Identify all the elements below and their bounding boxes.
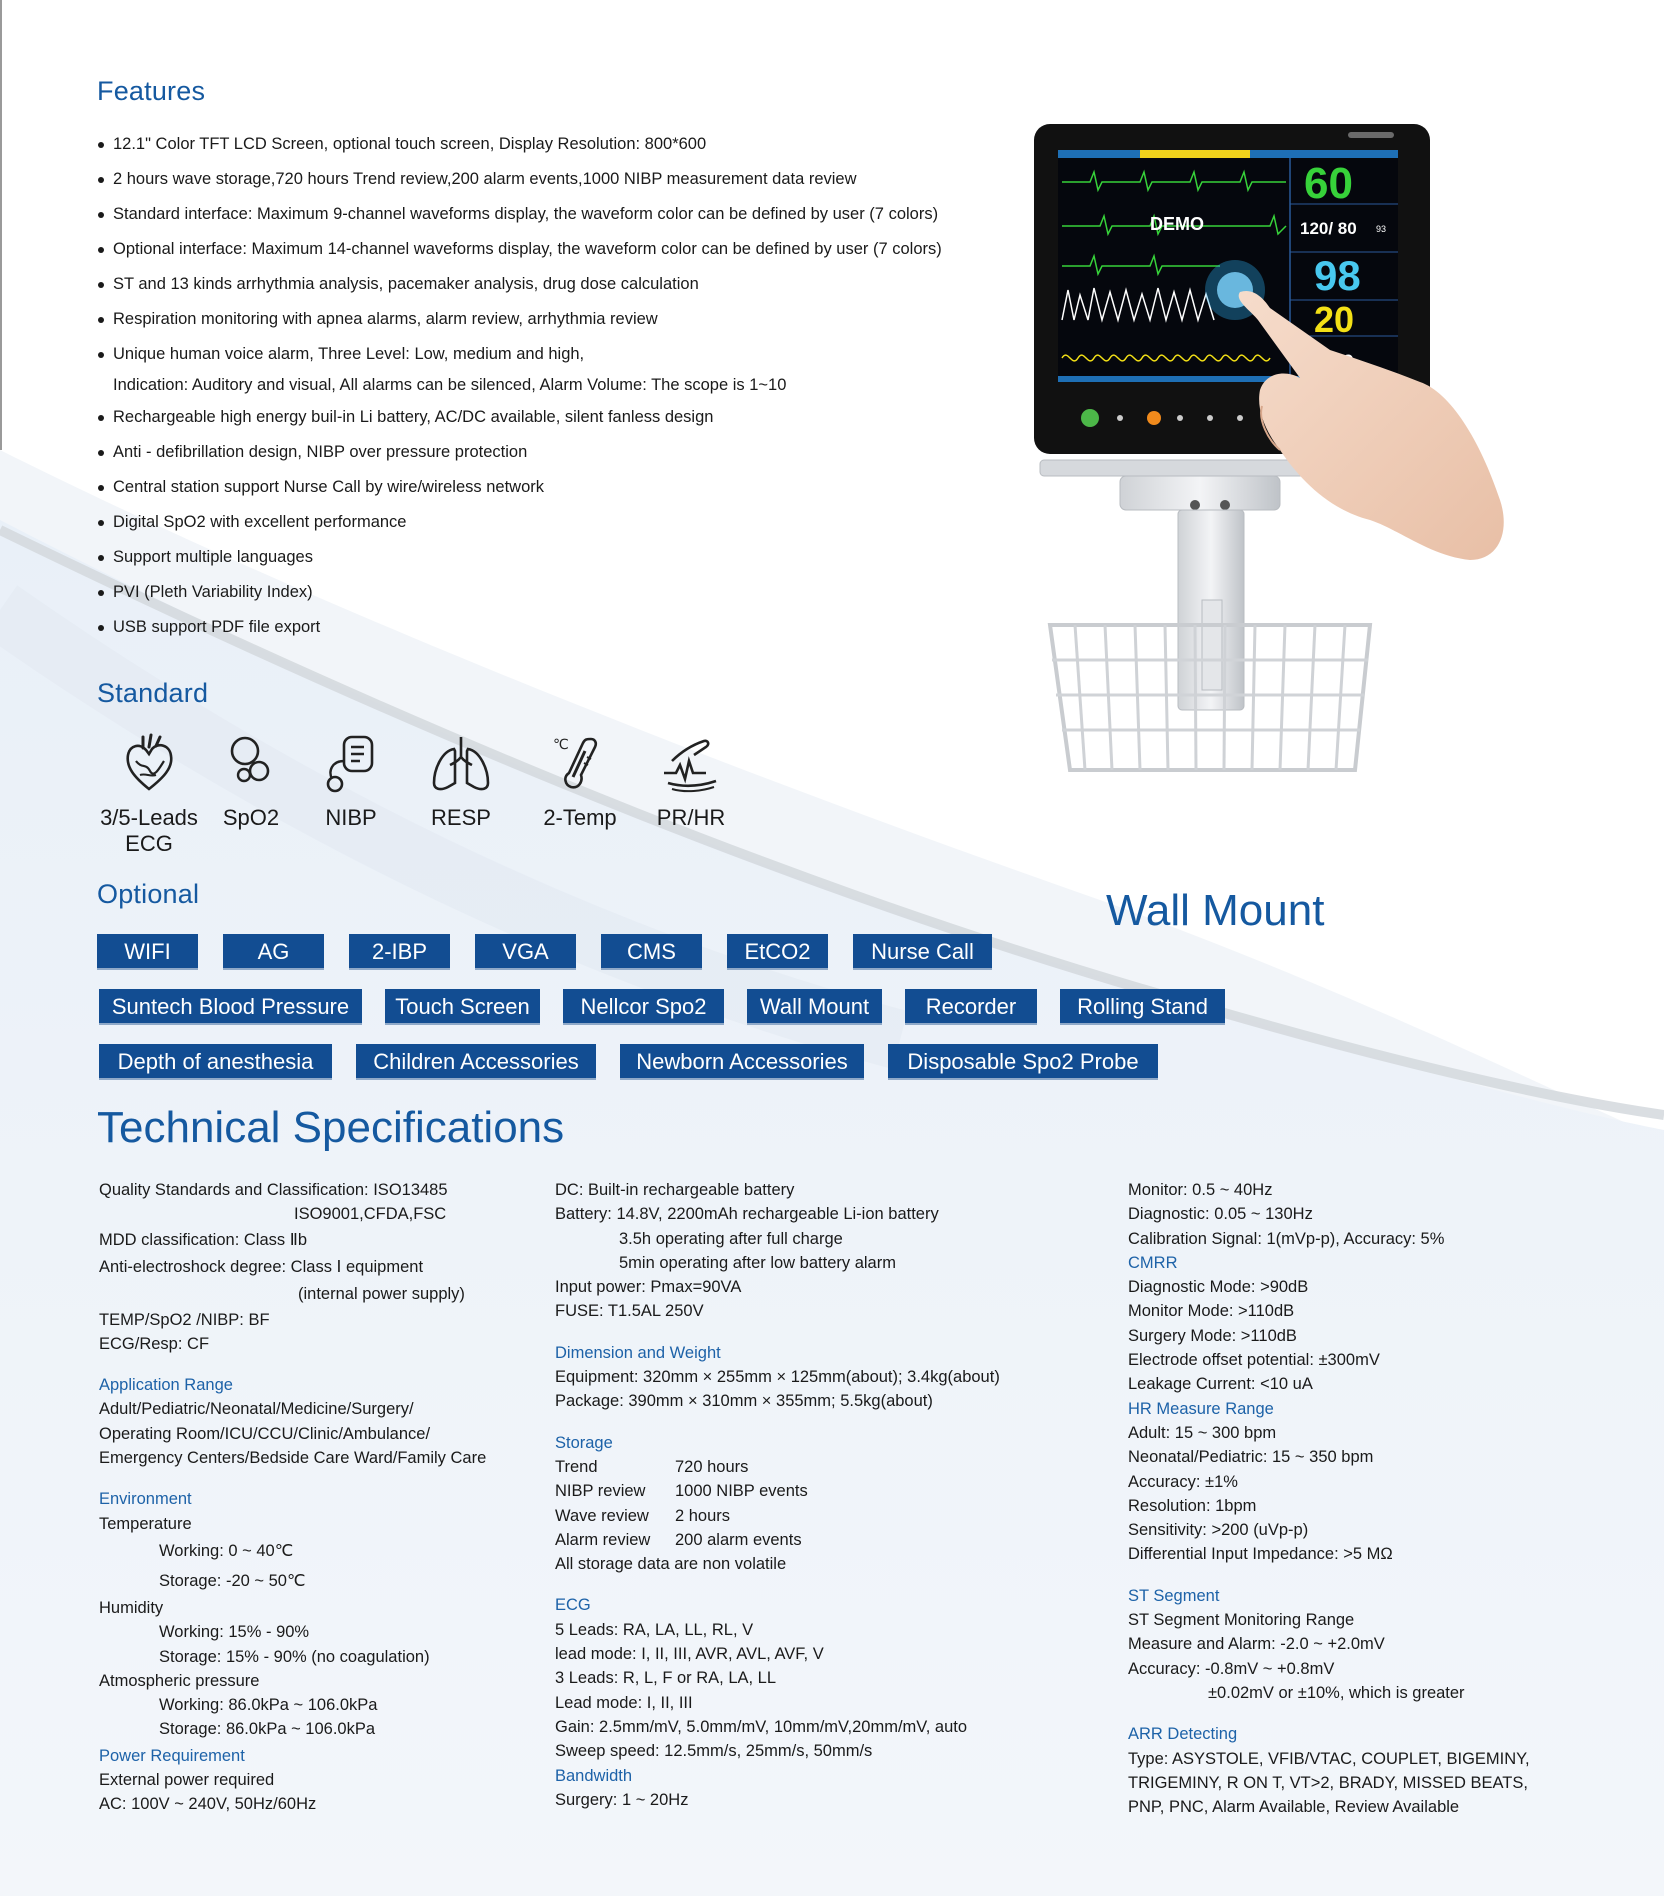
specs-column-1 [99, 1178, 486, 1817]
spec-line: Monitor Mode: >110dB [1128, 1302, 1295, 1321]
standard-label: 2-Temp [543, 805, 617, 830]
spec-line: Leakage Current: <10 uA [1128, 1375, 1313, 1394]
spec-line: All storage data are non volatile [555, 1555, 787, 1574]
optional-section [97, 879, 1247, 1099]
option-chip: WIFI [97, 934, 198, 970]
storage-row: Trend 720 hours [555, 1457, 749, 1476]
standard-section [97, 678, 797, 857]
thermometer-icon [547, 731, 613, 797]
spec-heading: Environment [99, 1490, 192, 1509]
spec-line: MDD classification: Class Ⅱb [99, 1230, 308, 1249]
blood-pressure-icon [318, 731, 384, 797]
standard-item-resp [401, 731, 521, 857]
option-chip: AG [223, 934, 324, 970]
standard-title: Standard [97, 678, 209, 708]
standard-label: 3/5-Leads [100, 805, 198, 830]
option-chip: Newborn Accessories [620, 1044, 864, 1080]
lungs-icon [428, 731, 494, 797]
option-chip: Disposable Spo2 Probe [888, 1044, 1158, 1080]
svg-text:℃: ℃ [553, 737, 569, 753]
spec-line: Lead mode: I, II, III [555, 1693, 693, 1712]
feature-item: 12.1" Color TFT LCD Screen, optional touch screen, Display Resolution: 800*600 [97, 127, 997, 162]
spec-line: Equipment: 320mm × 255mm × 125mm(about); 3.4kg(about) [555, 1368, 1000, 1387]
spec-line: Adult/Pediatric/Neonatal/Medicine/Surgery/ [99, 1400, 414, 1419]
spec-line: (internal power supply) [298, 1284, 465, 1303]
feature-item: USB support PDF file export [97, 610, 997, 645]
spec-line: Electrode offset potential: ±300mV [1128, 1351, 1380, 1370]
option-chip: EtCO2 [727, 934, 828, 970]
feature-item: Digital SpO2 with excellent performance [97, 505, 997, 540]
screen-spo2-value: 98 [1314, 252, 1361, 299]
spec-line: Adult: 15 ~ 300 bpm [1128, 1423, 1277, 1442]
option-chip: 2-IBP [349, 934, 450, 970]
spec-line: Storage: -20 ~ 50℃ [159, 1571, 306, 1590]
spec-line: Measure and Alarm: -2.0 ~ +2.0mV [1128, 1635, 1385, 1654]
standard-label-line2: ECG [125, 831, 173, 856]
spec-line: Temperature [99, 1514, 192, 1533]
spec-line: Monitor: 0.5 ~ 40Hz [1128, 1181, 1273, 1199]
spec-line: Humidity [99, 1598, 164, 1617]
spec-line: FUSE: T1.5AL 250V [555, 1302, 704, 1321]
feature-item: Central station support Nurse Call by wire/wireless network [97, 470, 997, 505]
spec-line: 3 Leads: R, L, F or RA, LA, LL [555, 1669, 777, 1688]
spo2-bubbles-icon [218, 731, 284, 797]
device-illustration [1030, 120, 1590, 820]
spec-line: Working: 0 ~ 40℃ [159, 1541, 294, 1560]
spec-line: Resolution: 1bpm [1128, 1496, 1257, 1515]
spec-line: Working: 86.0kPa ~ 106.0kPa [159, 1696, 378, 1715]
spec-line: Differential Input Impedance: >5 MΩ [1128, 1545, 1393, 1564]
spec-heading: CMRR [1128, 1253, 1178, 1272]
option-chip: CMS [601, 934, 702, 970]
spec-line: Surgery Mode: >110dB [1128, 1326, 1297, 1345]
option-chip: Children Accessories [356, 1044, 596, 1080]
screen-demo-label: DEMO [1150, 214, 1204, 234]
feature-item: Standard interface: Maximum 9-channel waveforms display, the waveform color can be defined by user (7 colors) [97, 197, 997, 232]
feature-item: Unique human voice alarm, Three Level: Low, medium and high, Indication: Auditory and visual, All alarms can be silenced, Alarm Volume: The scope is 1~10 [97, 337, 997, 400]
feature-item: PVI (Pleth Variability Index) [97, 575, 997, 610]
optional-row [97, 934, 1247, 972]
spec-line: TEMP/SpO2 /NIBP: BF [99, 1310, 270, 1329]
standard-item-ecg [97, 731, 201, 857]
specs-column-3 [1128, 1178, 1530, 1819]
spec-line: Accuracy: -0.8mV ~ +0.8mV [1128, 1659, 1335, 1678]
option-chip: Nurse Call [853, 934, 992, 970]
feature-item: Respiration monitoring with apnea alarms, alarm review, arrhythmia review [97, 302, 997, 337]
spec-line: Neonatal/Pediatric: 15 ~ 350 bpm [1128, 1448, 1374, 1467]
spec-line: DC: Built-in rechargeable battery [555, 1181, 795, 1199]
spec-line: Input power: Pmax=90VA [555, 1278, 742, 1297]
standard-label: RESP [431, 805, 491, 830]
spec-line: AC: 100V ~ 240V, 50Hz/60Hz [99, 1795, 317, 1814]
option-chip: Touch Screen [385, 989, 540, 1025]
heart-icon [116, 731, 182, 797]
storage-row: NIBP review 1000 NIBP events [555, 1482, 808, 1501]
spec-line: Storage: 86.0kPa ~ 106.0kPa [159, 1720, 376, 1739]
spec-line: Package: 390mm × 310mm × 355mm; 5.5kg(about) [555, 1392, 933, 1411]
feature-item: Anti - defibrillation design, NIBP over pressure protection [97, 435, 997, 470]
spec-heading: Dimension and Weight [555, 1343, 721, 1362]
features-section [97, 76, 997, 645]
spec-line: Accuracy: ±1% [1128, 1472, 1238, 1491]
spec-line: External power required [99, 1771, 275, 1790]
feature-item: 2 hours wave storage,720 hours Trend review,200 alarm events,1000 NIBP measurement data review [97, 162, 997, 197]
feature-item: Support multiple languages [97, 540, 997, 575]
spec-line: Surgery: 1 ~ 20Hz [555, 1790, 689, 1809]
spec-line: Sensitivity: >200 (uVp-p) [1128, 1521, 1309, 1540]
spec-line: Type: ASYSTOLE, VFIB/VTAC, COUPLET, BIGEMINY, [1128, 1749, 1530, 1768]
spec-heading: Application Range [99, 1376, 233, 1395]
storage-row: Alarm review 200 alarm events [555, 1530, 802, 1549]
features-list [97, 127, 997, 645]
spec-heading: ST Segment [1128, 1586, 1220, 1605]
features-title: Features [97, 76, 206, 106]
feature-item: ST and 13 kinds arrhythmia analysis, pacemaker analysis, drug dose calculation [97, 267, 997, 302]
spec-line: Emergency Centers/Bedside Care Ward/Family Care [99, 1449, 487, 1468]
tech-specs-title: Technical Specifications [97, 1103, 565, 1152]
spec-line: ECG/Resp: CF [99, 1334, 210, 1353]
spec-line: PNP, PNC, Alarm Available, Review Available [1128, 1798, 1460, 1817]
spec-line: ±0.02mV or ±10%, which is greater [1208, 1683, 1465, 1702]
standard-label: NIBP [325, 805, 377, 830]
spec-line: Battery: 14.8V, 2200mAh rechargeable Li-ion battery [555, 1205, 939, 1224]
spec-heading: ECG [555, 1596, 591, 1615]
option-chip: Depth of anesthesia [99, 1044, 332, 1080]
storage-row: Wave review 2 hours [555, 1506, 731, 1525]
option-chip: Nellcor Spo2 [563, 989, 724, 1025]
option-chip: Recorder [905, 989, 1037, 1025]
pulse-hand-icon [658, 731, 724, 797]
spec-heading: Storage [555, 1433, 613, 1452]
spec-line: Atmospheric pressure [99, 1671, 260, 1690]
spec-line: Diagnostic Mode: >90dB [1128, 1278, 1309, 1297]
spec-line: 5min operating after low battery alarm [619, 1253, 896, 1272]
spec-line: 3.5h operating after full charge [619, 1229, 843, 1248]
option-chip: Rolling Stand [1060, 989, 1225, 1025]
feature-item-continuation: Indication: Auditory and visual, All alarms can be silenced, Alarm Volume: The scope is 1~10 [113, 376, 787, 394]
patient-monitor-picture [1030, 120, 1590, 820]
spec-line: Quality Standards and Classification: ISO13485 [99, 1181, 448, 1199]
spec-line: Sweep speed: 12.5mm/s, 25mm/s, 50mm/s [555, 1742, 873, 1761]
spec-line: Working: 15% - 90% [159, 1623, 310, 1642]
standard-label: PR/HR [656, 805, 726, 830]
spec-line: Gain: 2.5mm/mV, 5.0mm/mV, 10mm/mV,20mm/mV, auto [555, 1717, 968, 1736]
wall-mount-title: Wall Mount [1106, 886, 1325, 935]
standard-item-nibp [301, 731, 401, 857]
option-chip: Suntech Blood Pressure [99, 989, 362, 1025]
spec-heading: Power Requirement [99, 1746, 245, 1765]
optional-title: Optional [97, 879, 200, 909]
spec-line: 5 Leads: RA, LA, LL, RL, V [555, 1620, 754, 1639]
spec-line: TRIGEMINY, R ON T, VT>2, BRADY, MISSED BEATS, [1128, 1773, 1528, 1792]
screen-resp-value: 20 [1314, 299, 1355, 340]
spec-line: Operating Room/ICU/CCU/Clinic/Ambulance/ [99, 1424, 431, 1443]
left-edge-line [0, 0, 2, 450]
option-chip: VGA [475, 934, 576, 970]
standard-label: SpO2 [222, 805, 280, 830]
spec-line: lead mode: I, II, III, AVR, AVL, AVF, V [555, 1645, 824, 1664]
option-chip: Wall Mount [747, 989, 882, 1025]
standard-item-pr [639, 731, 743, 857]
optional-row [97, 989, 1247, 1027]
standard-item-spo2 [201, 731, 301, 857]
spec-heading: ARR Detecting [1128, 1725, 1238, 1744]
spec-line: Storage: 15% - 90% (no coagulation) [159, 1647, 430, 1666]
screen-nibp-value: 120/ 80 [1300, 219, 1357, 238]
spec-heading: Bandwidth [555, 1766, 633, 1785]
spec-line: ST Segment Monitoring Range [1128, 1611, 1355, 1630]
spec-line: ISO9001,CFDA,FSC [294, 1205, 447, 1224]
specs-column-2 [555, 1178, 1000, 1812]
optional-row [97, 1044, 1247, 1082]
spec-heading: HR Measure Range [1128, 1399, 1274, 1418]
standard-item-temp [521, 731, 639, 857]
spec-line: Anti-electroshock degree: Class Ⅰ equipment [99, 1257, 424, 1276]
spec-line: Calibration Signal: 1(mVp-p), Accuracy: 5% [1128, 1229, 1445, 1248]
feature-item: Rechargeable high energy buil-in Li battery, AC/DC available, silent fanless design [97, 400, 997, 435]
screen-hr-value: 60 [1304, 159, 1353, 208]
feature-item: Optional interface: Maximum 14-channel waveforms display, the waveform color can be defined by user (7 colors) [97, 232, 997, 267]
screen-nibp-mean: 93 [1376, 224, 1387, 234]
spec-line: Diagnostic: 0.05 ~ 130Hz [1128, 1205, 1313, 1224]
